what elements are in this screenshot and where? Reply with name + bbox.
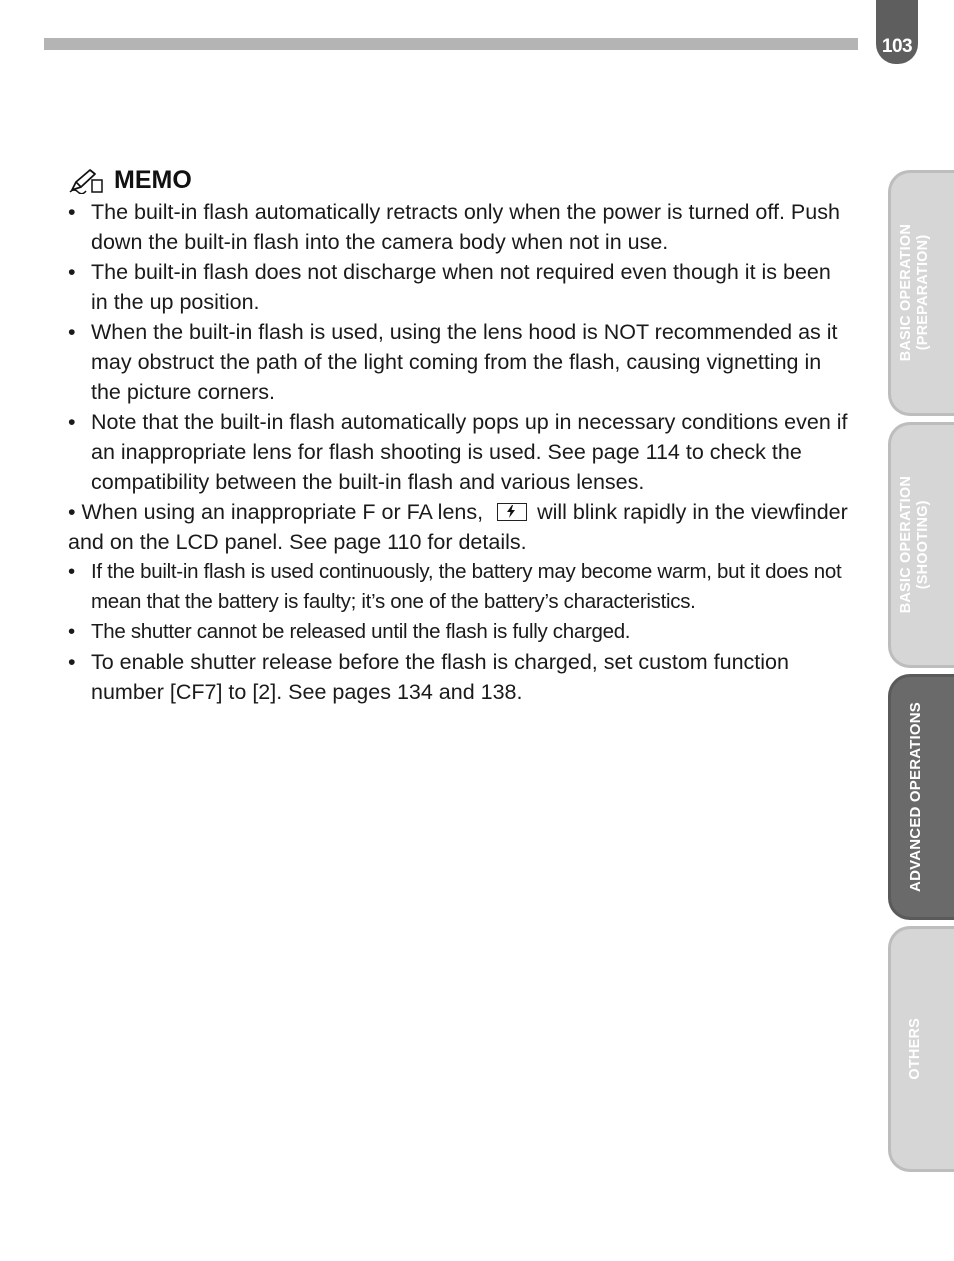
- writing-hand-icon: [68, 168, 104, 194]
- section-tab-others[interactable]: OTHERS: [888, 926, 954, 1172]
- memo-item: • When the built-in flash is used, using the lens hood is NOT recommended as it may obstruct the path of the light coming from the flash, causing vignetting in the picture corners.: [68, 320, 838, 404]
- memo-item: • When using an inappropriate F or FA lens, will blink rapidly in the viewfinder and on the LCD panel. See page 110 for details.: [68, 500, 848, 554]
- page-number: 103: [876, 0, 918, 64]
- header-rule: [44, 38, 858, 50]
- memo-item: • The shutter cannot be released until the flash is fully charged.: [68, 620, 631, 643]
- memo-section: [68, 166, 848, 707]
- memo-item: • To enable shutter release before the flash is charged, set custom function number [CF7] to [2]. See pages 134 and 138.: [68, 650, 789, 704]
- memo-item: • The built-in flash does not discharge when not required even though it is been in the up position.: [68, 260, 831, 314]
- memo-title: MEMO: [114, 166, 192, 194]
- memo-heading: [68, 166, 848, 195]
- memo-list: [68, 197, 848, 707]
- section-tab-basic-shooting[interactable]: BASIC OPERATION (SHOOTING): [888, 422, 954, 668]
- memo-item: • If the built-in flash is used continuously, the battery may become warm, but it does not mean that the battery is faulty; it’s one of the battery’s characteristics.: [68, 560, 842, 613]
- section-tab-advanced-operations[interactable]: ADVANCED OPERATIONS: [888, 674, 954, 920]
- memo-item: • Note that the built-in flash automatically pops up in necessary conditions even if an inappropriate lens for flash shooting is used. See page 114 to check the compatibility between the built-in flash and various lenses.: [68, 410, 848, 494]
- flash-icon: [497, 503, 527, 521]
- section-tab-basic-preparation[interactable]: BASIC OPERATION (PREPARATION): [888, 170, 954, 416]
- memo-item: • The built-in flash automatically retracts only when the power is turned off. Push down the built-in flash into the camera body when not in use.: [68, 200, 840, 254]
